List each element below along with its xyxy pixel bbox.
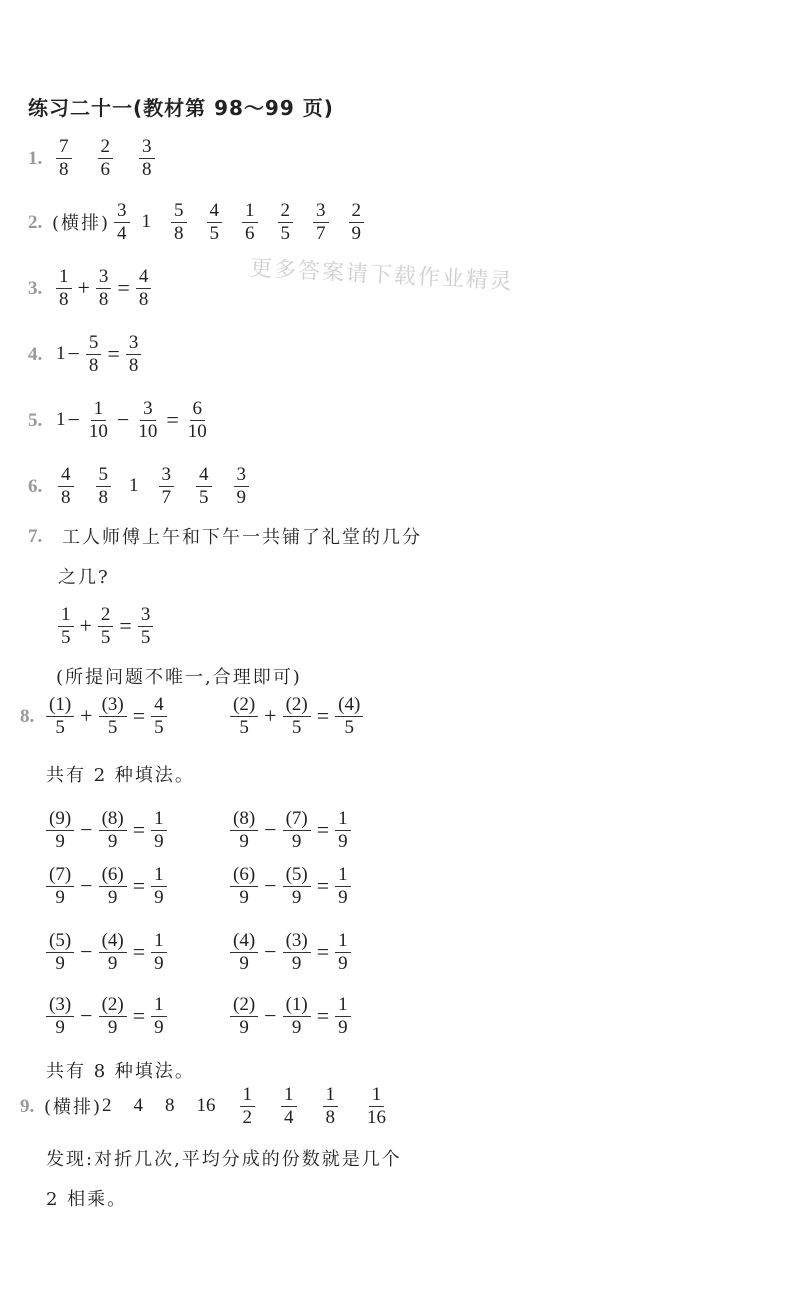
question-number: 2. (28, 212, 43, 233)
q8-addition-left (42, 686, 171, 746)
equals-sign: = (316, 703, 330, 728)
fraction: $\frac{(1)}{5}$ (46, 694, 74, 739)
question-number: 9. (20, 1096, 35, 1117)
fraction: $\frac{1}{9}$ (335, 930, 351, 975)
fraction: $\frac{1}{9}$ (335, 808, 351, 853)
minus-sign: − (80, 817, 93, 842)
watermark-text: 更多答案请下载作业精灵 (249, 256, 515, 295)
fraction: $\frac{(2)}{9}$ (230, 994, 258, 1039)
page-title: 练习二十一(教材第 98～99 页) (28, 96, 334, 120)
fraction: $\frac{3}{5}$ (138, 604, 154, 649)
minus-sign: − (80, 939, 93, 964)
q9-finding-line1: 发现:对折几次,平均分成的份数就是几个 (46, 1149, 402, 1170)
equals-sign: = (132, 939, 146, 964)
equals-sign: = (117, 275, 130, 300)
fraction: $\frac{1}{9}$ (151, 930, 167, 975)
equals-sign: = (132, 817, 146, 842)
q8-count-1: 共有 2 种填法。 (46, 765, 195, 786)
fraction: $\frac{(8)}{9}$ (230, 808, 258, 853)
fraction: $\frac{3}{9}$ (234, 464, 250, 509)
equals-sign: = (316, 939, 330, 964)
question-number: 4. (28, 344, 43, 365)
fraction: $\frac{(3)}{9}$ (46, 994, 74, 1039)
q8-subtraction (226, 922, 355, 982)
plus-sign: + (80, 703, 93, 728)
fraction: $\frac{2}{9}$ (349, 200, 365, 245)
q8-count-2: 共有 8 种填法。 (46, 1061, 195, 1082)
whole-number: 2 (102, 1095, 112, 1116)
question-number: 8. (20, 706, 35, 727)
fraction: $\frac{(2)}{5}$ (283, 694, 311, 739)
equals-sign: = (166, 407, 179, 432)
fraction: $\frac{4}{8}$ (136, 266, 152, 311)
fraction: $\frac{(5)}{9}$ (46, 930, 74, 975)
minus-sign: − (80, 873, 93, 898)
arrangement-label: (横排) (52, 213, 111, 234)
q8-subtraction (42, 856, 171, 916)
fraction: $\frac{6}{10}$ (187, 397, 207, 442)
q8-subtraction (42, 986, 171, 1046)
fraction: $\frac{1}{9}$ (151, 808, 167, 853)
plus-sign: + (79, 613, 92, 638)
minus-sign: − (67, 341, 80, 366)
question-number: 7. (28, 526, 43, 547)
fraction: $\frac{(6)}{9}$ (230, 864, 258, 909)
equals-sign: = (132, 873, 146, 898)
fraction: $\frac{(7)}{9}$ (283, 808, 311, 853)
q7-text-line2: 之几? (58, 567, 110, 588)
minus-sign: − (80, 1003, 93, 1028)
q4-answer (56, 324, 145, 384)
question-number: 6. (28, 476, 43, 497)
fraction: $\frac{3}{7}$ (159, 464, 175, 509)
q8-subtraction (226, 800, 355, 860)
q2-answer (52, 192, 368, 252)
fraction: $\frac{3}{7}$ (313, 200, 329, 245)
minus-sign: − (264, 939, 277, 964)
fraction: $\frac{3}{4}$ (114, 200, 130, 245)
q9-answer (44, 1076, 393, 1136)
q8-subtraction (42, 922, 171, 982)
fraction: $\frac{2}{5}$ (278, 200, 294, 245)
fraction: $\frac{1}{8}$ (323, 1084, 339, 1129)
fraction: $\frac{1}{8}$ (56, 266, 72, 311)
fraction: $\frac{3}{8}$ (139, 136, 155, 181)
fraction: $\frac{1}{9}$ (151, 994, 167, 1039)
fraction: $\frac{2}{5}$ (98, 604, 114, 649)
whole-number: 1 (56, 409, 66, 430)
whole-number: 1 (129, 475, 139, 496)
fraction: $\frac{3}{8}$ (96, 266, 112, 311)
fraction: $\frac{1}{9}$ (335, 994, 351, 1039)
fraction: $\frac{4}{5}$ (151, 694, 167, 739)
whole-number: 8 (165, 1095, 175, 1116)
fraction: $\frac{(6)}{9}$ (99, 864, 127, 909)
fraction: $\frac{4}{5}$ (207, 200, 223, 245)
equals-sign: = (316, 1003, 330, 1028)
fraction: $\frac{1}{10}$ (88, 397, 108, 442)
fraction: $\frac{5}{8}$ (96, 464, 112, 509)
fraction: $\frac{3}{8}$ (126, 332, 142, 377)
fraction: $\frac{1}{9}$ (151, 864, 167, 909)
plus-sign: + (77, 275, 90, 300)
fraction: $\frac{(9)}{9}$ (46, 808, 74, 853)
minus-sign: − (264, 1003, 277, 1028)
whole-number: 1 (141, 211, 152, 232)
minus-sign: − (67, 407, 80, 432)
q8-subtraction (42, 800, 171, 860)
equals-sign: = (132, 703, 146, 728)
q9-finding-line2: 2 相乘。 (46, 1189, 128, 1210)
fraction: $\frac{(4)}{5}$ (335, 694, 363, 739)
equals-sign: = (119, 613, 132, 638)
fraction: $\frac{(2)}{5}$ (230, 694, 258, 739)
fraction: $\frac{1}{9}$ (335, 864, 351, 909)
equals-sign: = (132, 1003, 146, 1028)
whole-number: 1 (56, 343, 66, 364)
fraction: $\frac{3}{10}$ (138, 397, 158, 442)
fraction: $\frac{(7)}{9}$ (46, 864, 74, 909)
q8-addition-right (226, 686, 367, 746)
fraction: $\frac{1}{16}$ (367, 1083, 387, 1128)
question-number: 3. (28, 278, 43, 299)
q5-answer (56, 390, 214, 450)
fraction: $\frac{(4)}{9}$ (230, 930, 258, 975)
minus-sign: − (116, 407, 130, 432)
fraction: $\frac{5}{8}$ (171, 200, 187, 245)
whole-number: 16 (196, 1095, 216, 1116)
minus-sign: − (264, 817, 277, 842)
fraction: $\frac{(8)}{9}$ (99, 808, 127, 853)
q7-note: (所提问题不唯一,合理即可) (56, 667, 302, 688)
fraction: $\frac{(4)}{9}$ (99, 930, 127, 975)
fraction: $\frac{1}{2}$ (240, 1084, 256, 1129)
fraction: $\frac{1}{6}$ (242, 200, 258, 245)
fraction: $\frac{4}{8}$ (58, 464, 74, 509)
question-number: 1. (28, 148, 43, 169)
question-number: 5. (28, 410, 43, 431)
fraction: $\frac{(5)}{9}$ (283, 864, 311, 909)
equals-sign: = (107, 341, 120, 366)
minus-sign: − (264, 873, 277, 898)
equals-sign: = (316, 873, 330, 898)
arrangement-label: (横排) (44, 1097, 103, 1118)
fraction: $\frac{7}{8}$ (56, 136, 72, 181)
fraction: $\frac{(3)}{9}$ (283, 930, 311, 975)
q8-subtraction (226, 986, 355, 1046)
q7-text-line1: 工人师傅上午和下午一共铺了礼堂的几分 (62, 527, 422, 548)
q3-answer (52, 258, 155, 318)
q1-answer (52, 128, 159, 188)
fraction: $\frac{(2)}{9}$ (99, 994, 127, 1039)
fraction: $\frac{(3)}{5}$ (99, 694, 127, 739)
fraction: $\frac{4}{5}$ (196, 464, 212, 509)
whole-number: 4 (133, 1095, 144, 1116)
plus-sign: + (264, 703, 277, 728)
fraction: $\frac{1}{5}$ (58, 604, 74, 649)
equals-sign: = (316, 817, 330, 842)
q8-subtraction (226, 856, 355, 916)
fraction: $\frac{(1)}{9}$ (283, 994, 311, 1039)
fraction: $\frac{5}{8}$ (86, 332, 102, 377)
fraction: $\frac{2}{6}$ (98, 136, 114, 181)
fraction: $\frac{1}{4}$ (281, 1084, 297, 1129)
